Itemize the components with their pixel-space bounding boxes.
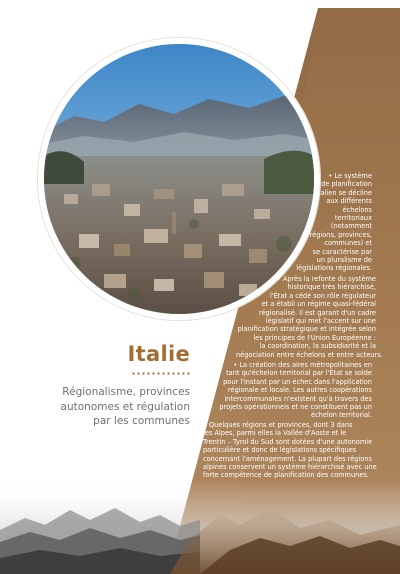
page-subtitle <box>40 385 190 429</box>
text-line: italien se décline <box>316 188 372 197</box>
text-line: se caractérise par <box>312 247 372 256</box>
text-line: régionalisé. Il est garant d'un cadre <box>258 308 376 317</box>
title-dotted-rule <box>131 372 191 375</box>
text-line: législations régionales. <box>296 264 372 273</box>
text-line: Trentin – Tyrol du Sud sont dotées d'une autonomie <box>203 437 373 446</box>
text-line: (notamment <box>330 222 372 231</box>
text-line: échelons <box>342 205 372 214</box>
page-title: Italie <box>127 342 190 366</box>
subtitle-line: par les communes <box>93 415 190 427</box>
text-line: les principes de l'Union Européenne : <box>253 333 376 342</box>
text-line: projets opérationnels et ne constituent pas un <box>219 403 372 412</box>
text-line: régionale et locale. Les autres coopérations <box>227 386 372 395</box>
text-line: régions, provinces, <box>309 230 372 239</box>
paragraph-autonomous-regions <box>203 421 377 480</box>
text-line: un pluralisme de <box>316 256 372 265</box>
text-line: alpines conservent un système hiérarchisé avec une <box>203 463 377 472</box>
text-line: l'État a cédé son rôle régulateur <box>270 291 376 300</box>
text-line: la coordination, la subsidiarité et la <box>259 342 376 351</box>
text-line: concernant l'aménagement. La plupart des régions <box>203 454 372 463</box>
text-line: aux différents <box>326 197 372 206</box>
subtitle-line: Régionalisme, provinces <box>62 386 190 398</box>
paragraph-planning-system <box>290 172 372 273</box>
paragraph-metropolitan-areas <box>212 361 372 420</box>
text-line: intercommunales n'existent qu'à travers des <box>224 394 372 403</box>
subtitle-line: autonomes et régulation <box>60 400 190 413</box>
text-line: forte compétence de planification des communes. <box>203 471 369 480</box>
text-line: • Le système <box>328 172 372 180</box>
text-line: historique très hiérarchisé, <box>287 283 376 292</box>
mountain-panorama <box>0 480 400 574</box>
text-line: • Après la refonte du système <box>276 275 376 283</box>
text-line: négociation entre échelons et entre acteurs. <box>236 350 383 359</box>
text-line: tant qu'échelon territorial par l'État se solde <box>226 369 372 378</box>
text-line: pour l'instant par un échec dans l'application <box>223 377 372 386</box>
text-line: • La création des aires métropolitaines en <box>233 361 372 369</box>
text-line: territoriaux <box>334 214 372 223</box>
text-line: échelon territorial. <box>311 411 372 420</box>
text-line: particulière et donc de législations spécifiques <box>203 446 357 455</box>
text-line: • Quelques régions et provinces, dont 3 dans <box>203 421 353 429</box>
text-line: législatif qui met l'accent sur une <box>265 317 376 326</box>
text-line: les Alpes, parmi elles la Vallée d'Aoste et le <box>203 429 347 438</box>
text-line: planification stratégique et intégrée selon <box>237 325 376 334</box>
paragraph-state-reform <box>236 275 383 359</box>
text-line: de planification <box>321 180 372 189</box>
text-line: communes) et <box>324 239 372 248</box>
text-line: et a établi un régime quasi-fédéral <box>261 300 376 309</box>
